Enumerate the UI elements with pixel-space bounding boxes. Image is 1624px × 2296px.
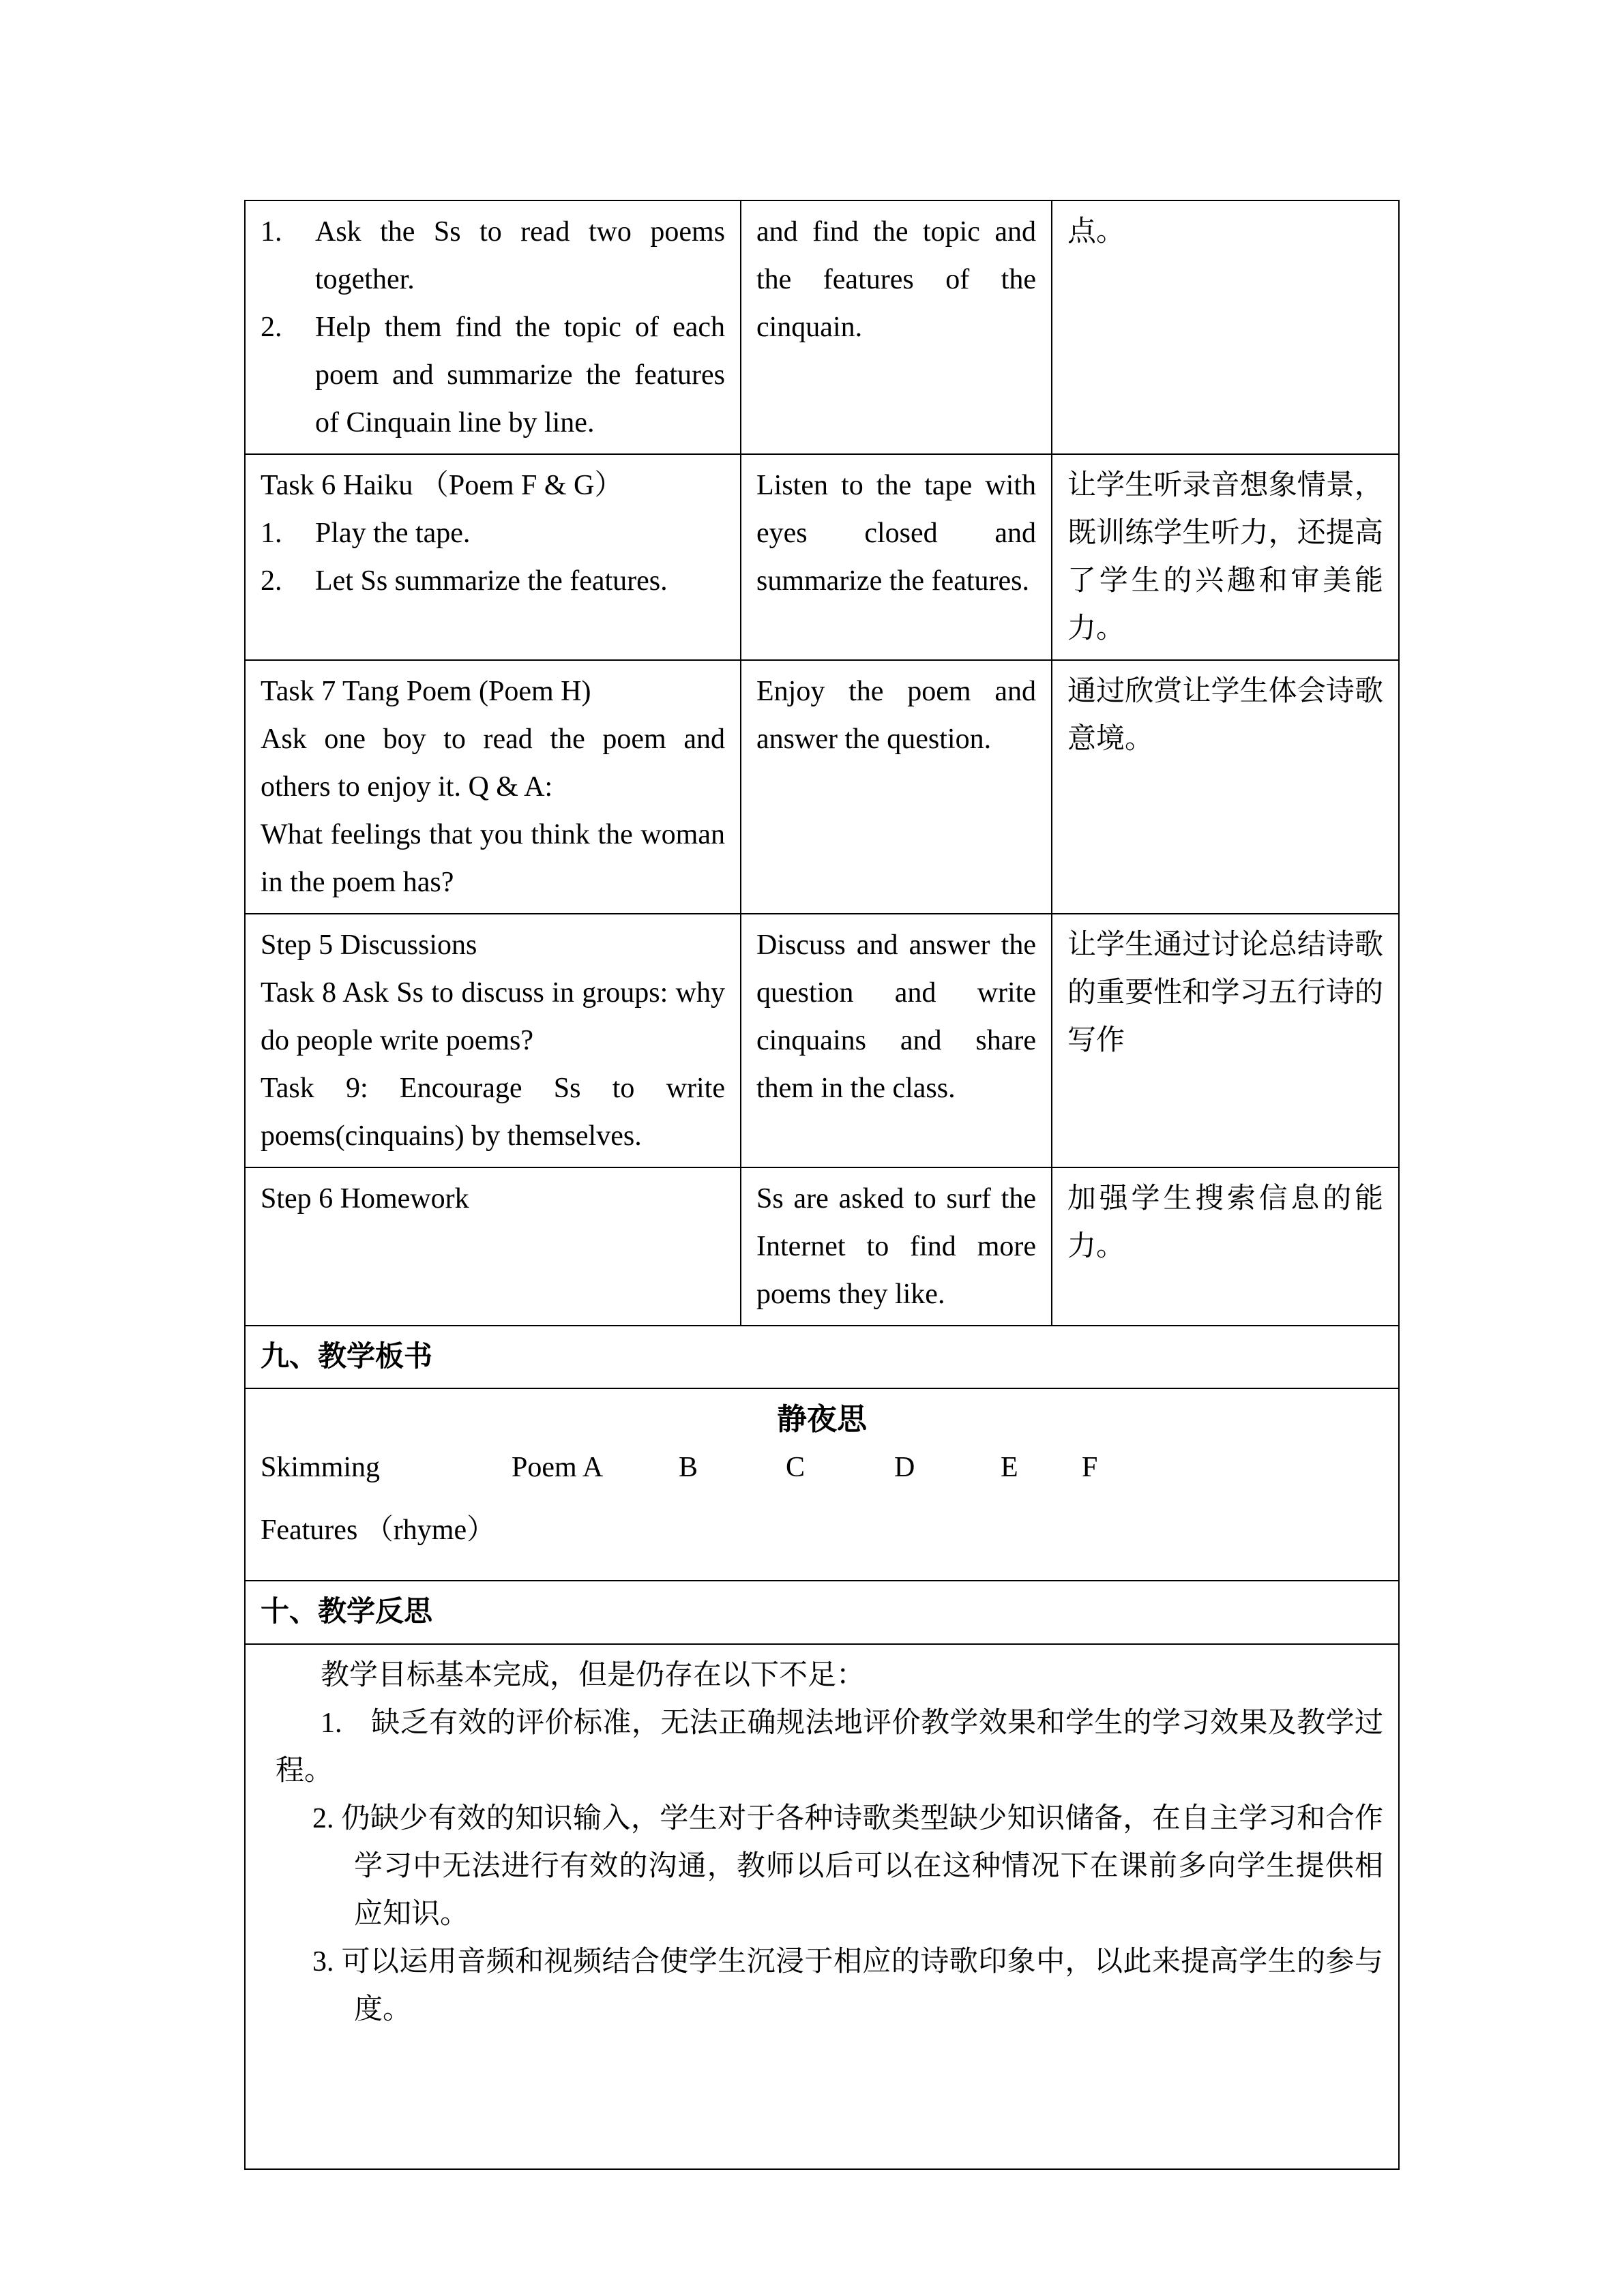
board-skimming-line xyxy=(261,1444,1383,1506)
numbered-item xyxy=(261,509,725,557)
design-intent-cell-task7 xyxy=(1052,660,1399,914)
board-skim-label: Skimming xyxy=(261,1452,381,1483)
task9-text: Task 9: Encourage Ss to write poems(cinquains) by themselves. xyxy=(261,1073,725,1152)
student-activity-text: and find the topic and the features of the cinquain. xyxy=(756,216,1036,343)
item-text: Let Ss summarize the features. xyxy=(315,565,668,597)
design-intent-cell-step5 xyxy=(1052,914,1399,1167)
table-row-continuation xyxy=(245,200,1399,454)
table-row-reflection-content xyxy=(245,1644,1399,2169)
task6-title: Task 6 Haiku （Poem F & G） xyxy=(261,470,623,501)
board-poem-a: Poem A xyxy=(512,1452,604,1483)
design-intent-cell-homework xyxy=(1052,1167,1399,1326)
numbered-item xyxy=(261,208,725,303)
section-heading-board: 九、教学板书 xyxy=(261,1341,433,1373)
reflection-content-cell xyxy=(245,1644,1399,2169)
board-poem-d: D xyxy=(894,1452,915,1483)
step5-title: Step 5 Discussions xyxy=(261,929,477,961)
item-text: Ask the Ss to read two poems together. xyxy=(315,216,725,295)
table-row-step5 xyxy=(245,914,1399,1167)
teacher-activity-cell-step5 xyxy=(245,914,741,1167)
reflection-intro: 教学目标基本完成，但是仍存在以下不足： xyxy=(321,1660,866,1691)
step6-title: Step 6 Homework xyxy=(261,1183,469,1214)
board-content-cell xyxy=(245,1388,1399,1581)
student-activity-text: Ss are asked to surf the Internet to find more poems they like. xyxy=(756,1183,1036,1310)
teacher-activity-cell-task7 xyxy=(245,660,741,914)
numbered-item xyxy=(261,303,725,447)
task7-instruction: Ask one boy to read the poem and others to enjoy it. Q & A: xyxy=(261,724,725,803)
reflection-item: 2. 仍缺少有效的知识输入，学生对于各种诗歌类型缺少知识储备，在自主学习和合作学习中无法进行有效的沟通，教师以后可以在这种情况下在课前多向学生提供相应知识。 xyxy=(312,1803,1383,1930)
reflection-item: 1. 缺乏有效的评价标准，无法正确规法地评价教学效果和学生的学习效果及教学过程。 xyxy=(276,1708,1383,1787)
design-intent-cell-task6 xyxy=(1052,454,1399,660)
table-row-task7 xyxy=(245,660,1399,914)
lesson-plan-table xyxy=(244,200,1400,2170)
task7-question: What feelings that you think the woman in the poem has? xyxy=(261,819,725,898)
design-intent-cell-continuation xyxy=(1052,200,1399,454)
student-activity-text: Listen to the tape with eyes closed and summarize the features. xyxy=(756,470,1036,597)
design-intent-text: 点。 xyxy=(1067,216,1125,248)
board-poem-e: E xyxy=(1001,1452,1018,1483)
section-heading-reflection: 十、教学反思 xyxy=(261,1596,433,1628)
item-text: Help them find the topic of each poem and summarize the features of Cinquain line by line. xyxy=(315,312,725,438)
table-row-board-content xyxy=(245,1388,1399,1581)
item-number: 1. xyxy=(261,216,282,248)
design-intent-text: 让学生听录音想象情景，既训练学生听力，还提高了学生的兴趣和审美能力。 xyxy=(1067,470,1383,644)
table-row-task6 xyxy=(245,454,1399,660)
board-poem-f: F xyxy=(1082,1452,1098,1483)
board-heading-cell xyxy=(245,1326,1399,1388)
task7-title: Task 7 Tang Poem (Poem H) xyxy=(261,676,591,707)
board-poem-title: 静夜思 xyxy=(777,1403,867,1436)
student-activity-text: Discuss and answer the question and write cinquains and share them in the class. xyxy=(756,929,1036,1104)
teacher-activity-cell-continuation xyxy=(245,200,741,454)
design-intent-text: 通过欣赏让学生体会诗歌意境。 xyxy=(1067,676,1383,755)
board-features-line: Features （rhyme） xyxy=(261,1515,496,1546)
reflection-heading-cell xyxy=(245,1581,1399,1644)
task8-text: Task 8 Ask Ss to discuss in groups: why do people write poems? xyxy=(261,977,725,1056)
student-activity-cell-homework xyxy=(741,1167,1052,1326)
item-number: 1. xyxy=(261,518,282,549)
teacher-activity-cell-task6 xyxy=(245,454,741,660)
table-row-homework xyxy=(245,1167,1399,1326)
student-activity-text: Enjoy the poem and answer the question. xyxy=(756,676,1036,755)
design-intent-text: 让学生通过讨论总结诗歌的重要性和学习五行诗的写作 xyxy=(1067,929,1383,1056)
table-row-reflection-heading xyxy=(245,1581,1399,1644)
item-number: 2. xyxy=(261,312,282,343)
student-activity-cell-task6 xyxy=(741,454,1052,660)
item-number: 2. xyxy=(261,565,282,597)
numbered-item xyxy=(261,557,725,605)
reflection-item: 3. 可以运用音频和视频结合使学生沉浸于相应的诗歌印象中，以此来提高学生的参与度。 xyxy=(312,1946,1383,2025)
board-poem-b: B xyxy=(679,1452,698,1483)
item-text: Play the tape. xyxy=(315,518,471,549)
student-activity-cell-step5 xyxy=(741,914,1052,1167)
table-row-board-heading xyxy=(245,1326,1399,1388)
student-activity-cell-continuation xyxy=(741,200,1052,454)
design-intent-text: 加强学生搜索信息的能力。 xyxy=(1067,1183,1383,1262)
board-poem-c: C xyxy=(786,1452,806,1483)
student-activity-cell-task7 xyxy=(741,660,1052,914)
teacher-activity-cell-homework xyxy=(245,1167,741,1326)
